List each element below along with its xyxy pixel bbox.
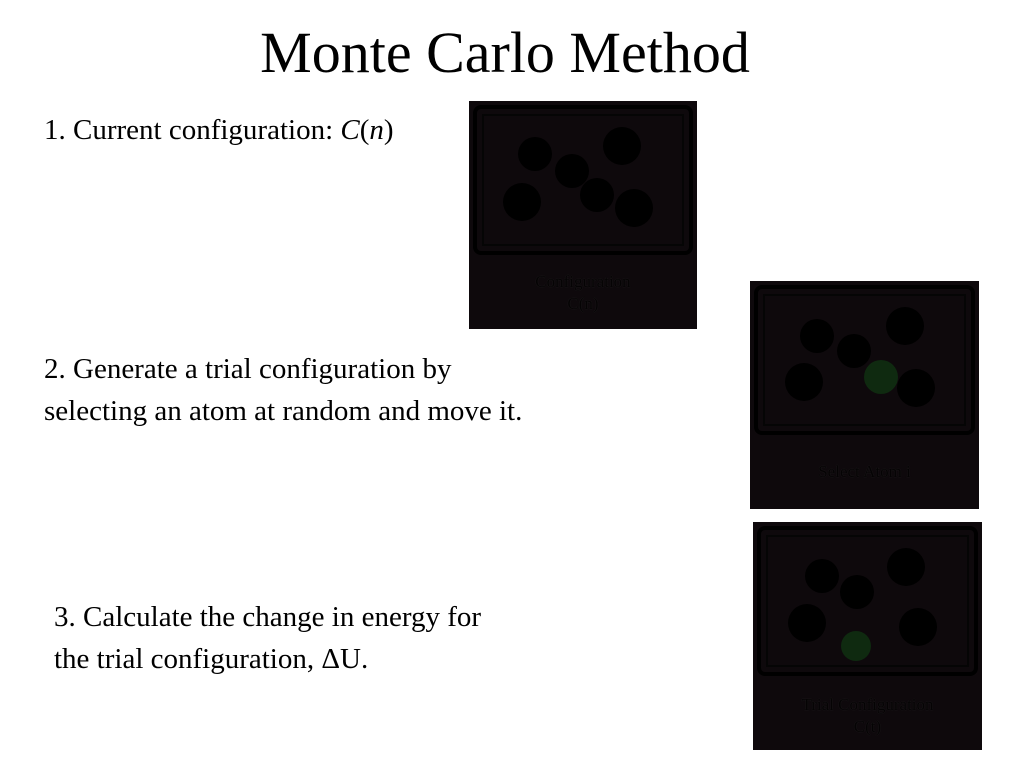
- step-2-line-2: selecting an atom at random and move it.: [44, 395, 523, 427]
- configuration-figure: [469, 101, 697, 329]
- step-1-close-paren: ): [383, 114, 394, 146]
- step-1-symbol: C: [340, 114, 360, 146]
- step-3-line-1: 3. Calculate the change in energy for: [54, 601, 482, 633]
- trial-configuration-caption: [753, 694, 982, 738]
- trial-configuration-caption-line-2: C(t): [853, 717, 882, 736]
- select-atom-figure: [750, 281, 979, 509]
- step-3-line-2: the trial configuration, ΔU.: [54, 643, 369, 675]
- select-atom-caption-line-1: Select Atom i: [818, 462, 911, 481]
- trial-configuration-caption-line-1: Trial Configuration: [801, 695, 934, 714]
- step-2-text: [44, 348, 644, 432]
- step-1-open-paren: (: [359, 114, 370, 146]
- step-1-argument: n: [369, 114, 384, 146]
- step-1-prefix: 1. Current configuration:: [44, 114, 341, 146]
- select-atom-caption: [750, 461, 979, 483]
- step-1-text: [44, 109, 394, 151]
- slide-title: Monte Carlo Method: [260, 20, 750, 85]
- step-2-line-1: 2. Generate a trial configuration by: [44, 353, 452, 385]
- step-3-text: [54, 596, 594, 680]
- trial-configuration-figure: [753, 522, 982, 750]
- configuration-caption: [469, 271, 697, 315]
- configuration-caption-line-2: C(n): [567, 294, 599, 313]
- configuration-caption-line-1: Configuration: [535, 272, 631, 291]
